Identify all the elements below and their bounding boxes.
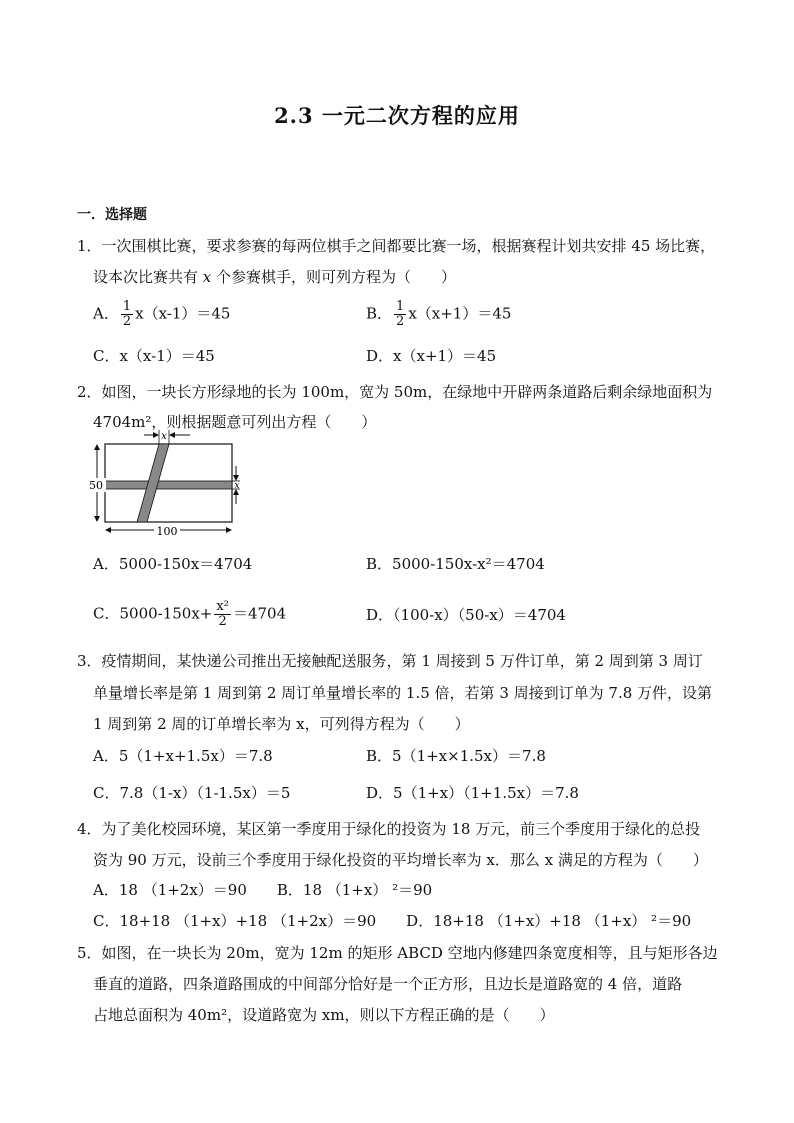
q3-option-c[interactable]: C．7.8（1-x）（1-1.5x）＝5	[93, 784, 291, 802]
q2-option-b[interactable]: B．5000-150x-x²＝4704	[366, 555, 545, 573]
q2-stem-line1: 2．如图，一块长方形绿地的长为 100m，宽为 50m，在绿地中开辟两条道路后剩余绿地面积为	[77, 383, 713, 401]
q1-stem-line2: 设本次比赛共有 x 个参赛棋手，则可列方程为（ ）	[93, 268, 457, 286]
q2-figure-diagram	[80, 408, 250, 540]
q5-stem-line3: 占地总面积为 40m²，设道路宽为 xm，则以下方程正确的是（ ）	[93, 1006, 555, 1024]
q1-stem-line1: 1．一次围棋比赛，要求参赛的每两位棋手之间都要比赛一场，根据赛程计划共安排 45 场比赛，	[77, 237, 716, 255]
section-heading: 一．选择题	[77, 207, 147, 223]
q2-stem-line2: 4704m²，则根据题意可列出方程（ ）	[93, 413, 377, 431]
q2-option-a[interactable]: A．5000-150x＝4704	[93, 555, 253, 573]
q3-stem-line3: 1 周到第 2 周的订单增长率为 x，可列得方程为（ ）	[93, 715, 470, 733]
q2-option-c[interactable]: C．5000-150x+ $\frac{\text{x²}}{2}$ ＝4704	[93, 599, 287, 629]
q4-options-ab[interactable]: A．18 （1+2x）＝90 B．18 （1+x） ²＝90	[93, 881, 433, 899]
q1-option-a[interactable]: A． $\frac{1}{2}$ x（x-1）＝45	[93, 299, 231, 329]
q2-figure-right-x-label: x	[234, 481, 240, 491]
q1-option-b[interactable]: B． $\frac{1}{2}$ x（x+1）＝45	[366, 299, 512, 329]
q3-option-b[interactable]: B．5（1+x×1.5x）＝7.8	[366, 747, 546, 765]
q4-options-cd[interactable]: C．18+18 （1+x）+18 （1+2x）＝90 D．18+18 （1+x）+18 （1+x） ²＝90	[93, 912, 692, 930]
q5-stem-line2: 垂直的道路，四条道路围成的中间部分恰好是一个正方形，且边长是道路宽的 4 倍，道路	[93, 975, 683, 993]
q3-stem-line2: 单量增长率是第 1 周到第 2 周订单量增长率的 1.5 倍，若第 3 周接到订单为 7.8 万件，设第	[93, 684, 713, 702]
q2-figure-horizontal-road	[105, 481, 232, 489]
page-title: 2.3 一元二次方程的应用	[274, 103, 520, 128]
q1-option-c[interactable]: C．x（x-1）＝45	[93, 347, 215, 365]
q3-stem-line1: 3．疫情期间，某快递公司推出无接触配送服务，第 1 周接到 5 万件订单，第 2 周到第 3 周订	[77, 652, 703, 670]
q2-option-d[interactable]: D．（100-x）（50-x）＝4704	[366, 606, 566, 624]
q2-option-c-fraction: $\frac{\text{x²}}{2}$	[216, 599, 229, 629]
q2-figure-length-label: 100	[156, 525, 178, 538]
q1-option-d[interactable]: D．x（x+1）＝45	[366, 347, 497, 365]
q4-stem-line2: 资为 90 万元，设前三个季度用于绿化投资的平均增长率为 x．那么 x 满足的方程为（ ）	[93, 851, 708, 869]
q1-option-b-fraction: $\frac{1}{2}$	[396, 299, 405, 329]
q2-figure-top-x-label: x	[161, 431, 167, 442]
q3-option-a[interactable]: A．5（1+x+1.5x）＝7.8	[93, 747, 273, 765]
q3-option-d[interactable]: D．5（1+x）（1+1.5x）＝7.8	[366, 784, 579, 802]
q4-stem-line1: 4．为了美化校园环境，某区第一季度用于绿化的投资为 18 万元，前三个季度用于绿化的总投	[77, 820, 701, 838]
q5-stem-line1: 5．如图，在一块长为 20m，宽为 12m 的矩形 ABCD 空地内修建四条宽度相等，且与矩形各边	[77, 944, 718, 962]
q2-figure-width-label: 50	[89, 479, 103, 492]
q1-option-a-fraction: $\frac{1}{2}$	[122, 299, 132, 329]
